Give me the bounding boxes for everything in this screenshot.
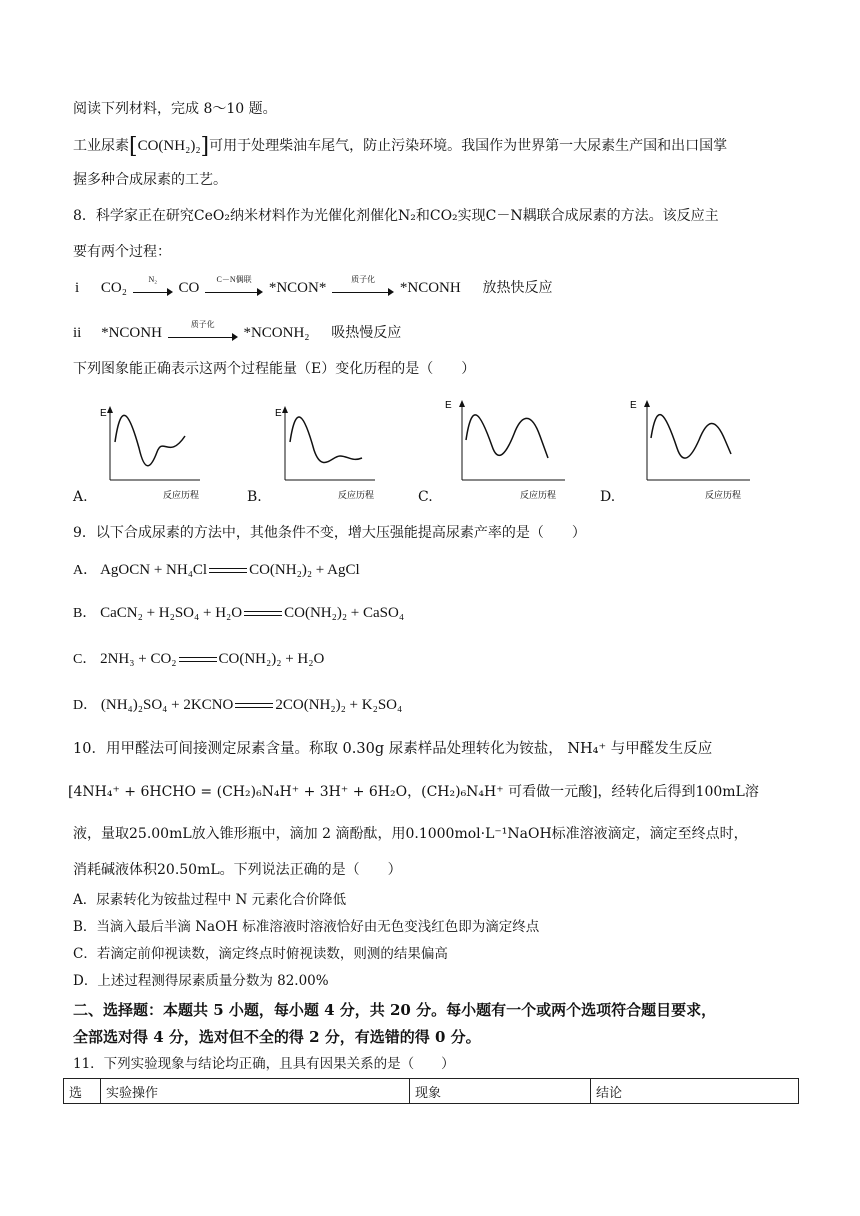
q9-b-letter: B． <box>73 606 97 621</box>
option-b-letter: B. <box>247 489 262 505</box>
q9-d-right: 2CO(NH₂)₂ + K₂SO₄ <box>275 697 403 713</box>
left-bracket: [ <box>129 134 138 159</box>
q9-c-left: 2NH₃ + CO₂ <box>100 651 177 667</box>
graph-b-xlabel: 反应历程 <box>338 490 375 500</box>
q9-option-b <box>73 604 404 623</box>
option-c-letter: C. <box>418 489 433 505</box>
urea-formula: CO(NH₂)₂ <box>137 138 201 154</box>
q9-b-right: CO(NH₂)₂ + CaSO₄ <box>284 605 405 621</box>
graph-d-ylabel: E <box>630 400 637 411</box>
step-i-note: 放热快反应 <box>482 281 553 296</box>
q8-question: 下列图象能正确表示这两个过程能量（E）变化历程的是（ ） <box>73 361 476 377</box>
step-ii-start: *NCONH <box>101 325 162 341</box>
material-line-1 <box>73 134 728 159</box>
graph-c-xlabel: 反应历程 <box>520 490 557 500</box>
equilibrium-arrow <box>179 655 217 665</box>
section-2-heading-line-2: 全部选对得 4 分，选对但不全的得 2 分，有选错的得 0 分。 <box>73 1028 481 1046</box>
q11-question: 11．下列实验现象与结论均正确，且具有因果关系的是（ ） <box>73 1056 455 1072</box>
reaction-arrow-protonation-2 <box>168 319 238 340</box>
q8-text-line-1: 8．科学家正在研究CeO₂纳米材料作为光催化剂催化N₂和CO₂实现C－N耦联合成尿素的方法。该反应主 <box>73 208 719 224</box>
equilibrium-arrow <box>235 701 273 711</box>
q8-text-line-2: 要有两个过程： <box>73 244 171 260</box>
q10-line-3: 液，量取25.00mL放入锥形瓶中，滴加 2 滴酚酞，用0.1000mol·L⁻¹NaOH标准溶液滴定，滴定至终点时， <box>73 826 748 842</box>
reading-instruction: 阅读下列材料，完成 8～10 题。 <box>73 101 277 117</box>
step-i-number: i <box>75 280 80 296</box>
graph-b-ylabel: E <box>275 408 282 419</box>
energy-graph-a <box>95 402 210 502</box>
option-a-letter: A. <box>73 489 88 505</box>
step-i-mid1: CO <box>178 280 200 296</box>
q9-b-left: CaCN₂ + H₂SO₄ + H₂O <box>100 605 243 621</box>
table-header-row <box>64 1079 799 1104</box>
arrow-label-n2: N₂ <box>148 274 158 284</box>
arrow-label-protonation: 质子化 <box>351 274 376 284</box>
equilibrium-arrow <box>209 566 247 576</box>
table-header-option: 选 <box>64 1079 101 1104</box>
graph-c-ylabel: E <box>445 400 452 411</box>
q10-option-d: D．上述过程测得尿素质量分数为 82.00% <box>73 973 329 989</box>
q9-c-letter: C． <box>73 652 97 667</box>
q8-step-ii <box>73 319 402 343</box>
q11-table <box>63 1078 799 1104</box>
reaction-arrow-protonation <box>332 274 394 295</box>
q9-a-left: AgOCN + NH₄Cl <box>100 562 208 578</box>
q10-line-2: [4NH₄⁺ + 6HCHO = (CH₂)₆N₄H⁺ + 3H⁺ + 6H₂O，(CH₂)₆N₄H⁺ 可看做一元酸]，经转化后得到100mL溶 <box>68 784 759 800</box>
graph-b-curve <box>290 417 362 462</box>
graph-a-ylabel: E <box>100 408 107 419</box>
energy-graph-d <box>625 398 760 502</box>
energy-graph-c <box>440 398 575 502</box>
equilibrium-arrow <box>244 609 282 619</box>
q10-line-4: 消耗碱液体积20.50mL。下列说法正确的是（ ） <box>73 862 402 878</box>
q9-d-letter: D． <box>73 698 98 713</box>
material-prefix: 工业尿素 <box>73 138 129 154</box>
arrow-label-protonation-2: 质子化 <box>190 319 215 329</box>
step-ii-number: ii <box>73 325 82 341</box>
section-2-heading-line-1: 二、选择题：本题共 5 小题，每小题 4 分，共 20 分。每小题有一个或两个选项符合题目要求， <box>73 1001 717 1019</box>
option-d-letter: D. <box>600 489 616 505</box>
reaction-arrow-n2 <box>133 274 173 295</box>
q9-option-c <box>73 650 324 669</box>
energy-graph-b <box>270 402 385 502</box>
q10-option-a: A．尿素转化为铵盐过程中 N 元素化合价降低 <box>73 892 347 908</box>
q9-a-right: CO(NH₂)₂ + AgCl <box>249 562 360 578</box>
table-header-conclusion: 结论 <box>591 1079 799 1104</box>
arrow-label-coupling: C－N偶联 <box>216 274 252 284</box>
step-ii-note: 吸热慢反应 <box>331 326 402 341</box>
table-header-phenomenon: 现象 <box>410 1079 591 1104</box>
reaction-arrow-coupling <box>205 274 263 295</box>
material-rest: 可用于处理柴油车尾气，防止污染环境。我国作为世界第一大尿素生产国和出口国掌 <box>209 138 728 154</box>
graph-a-curve <box>115 415 185 465</box>
step-ii-end: *NCONH₂ <box>243 325 310 341</box>
graph-d-curve <box>651 415 731 458</box>
q9-question: 9．以下合成尿素的方法中，其他条件不变，增大压强能提高尿素产率的是（ ） <box>73 525 586 541</box>
q9-a-letter: A． <box>73 563 98 578</box>
graph-d-xlabel: 反应历程 <box>705 490 742 500</box>
table-header-operation: 实验操作 <box>101 1079 410 1104</box>
q10-line-1: 10．用甲醛法可间接测定尿素含量。称取 0.30g 尿素样品处理转化为铵盐， NH₄⁺ 与甲醛发生反应 <box>73 741 713 757</box>
q9-c-right: CO(NH₂)₂ + H₂O <box>218 651 325 667</box>
q10-option-b: B．当滴入最后半滴 NaOH 标准溶液时溶液恰好由无色变浅红色即为滴定终点 <box>73 919 540 935</box>
q9-option-a <box>73 561 360 580</box>
right-bracket: ] <box>200 134 210 159</box>
graph-c-curve <box>466 415 548 458</box>
step-i-start: CO₂ <box>100 280 127 296</box>
step-i-mid2: *NCON* <box>268 280 327 296</box>
graph-a-xlabel: 反应历程 <box>163 490 200 500</box>
q10-option-c: C．若滴定前仰视读数，滴定终点时俯视读数，则测的结果偏高 <box>73 946 448 962</box>
material-line-2: 握多种合成尿素的工艺。 <box>73 172 227 188</box>
q9-option-d <box>73 696 402 715</box>
q9-d-left: (NH₄)₂SO₄ + 2KCNO <box>100 697 234 713</box>
step-i-end: *NCONH <box>399 280 461 296</box>
q8-step-i <box>75 274 553 298</box>
